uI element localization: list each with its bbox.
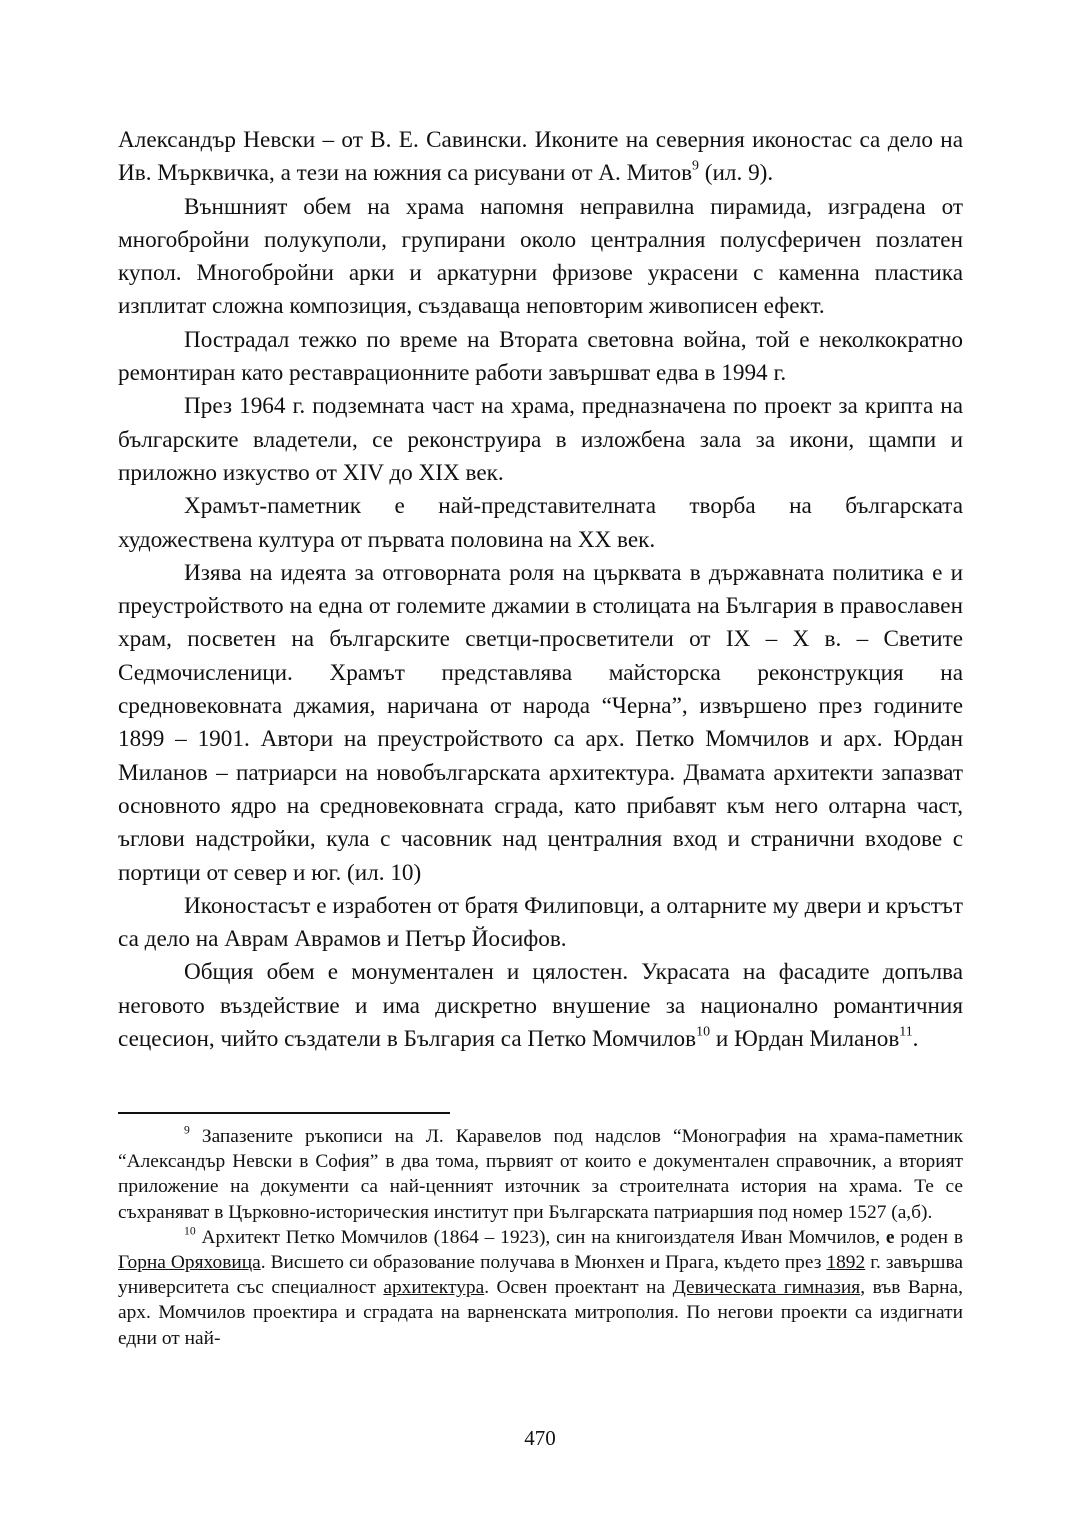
link-arhitektura[interactable]: архитектура — [383, 1277, 485, 1299]
page-number: 470 — [524, 1426, 556, 1450]
link-devicheskata-gimnaziya[interactable]: Девическата гимназия — [672, 1277, 861, 1299]
link-1892[interactable]: 1892 — [826, 1252, 866, 1274]
footnote-ref-11[interactable]: 11 — [899, 1024, 913, 1040]
paragraph-8: Общия обем е монументален и цялостен. Украсата на фасадите допълва неговото въздействие и има дискретно внушение за национално романтичния сецесион, чийто създатели в България са Петко Момчилов$^{10}$ и Юрдан Миланов$^{11}$. — [118, 959, 963, 1053]
paragraph-3: Пострадал тежко по време на Втората световна война, той е неколкократно ремонтиран като реставрационните работи завършват едва в 1994 г. — [118, 326, 963, 387]
paragraph-6: Изява на идеята за отговорната роля на църквата в държавната политика е и преустройството на една от големите джамии в столицата на България в православен храм, посветен на българските светци-просветители от IX – X в. – Светите Седмочисленици. Храмът представлява майсторска реконструкция на средновековната джамия, наричана от народа “Черна”, извършено през годините 1899 – 1901. Автори на преустройството са арх. Петко Момчилов и арх. Юрдан Миланов – патриарси на новобългарската архитектура. Двамата архитекти запазват основното ядро на средновековната сграда, като прибавят към него олтарна част, ъглови надстройки, кула с часовник над централния вход и странични входове с портици от север и юг. (ил. 10) — [118, 559, 963, 886]
paragraph-5: Храмът-паметник е най-представителната творба на българската художествена култура от първата половина на XX век. — [118, 493, 963, 553]
footnote-mark-9: 9 — [184, 1123, 190, 1137]
footnote-mark-10: 10 — [184, 1224, 196, 1238]
paragraph-1: Александър Невски – от В. Е. Савински. Иконите на северния иконостас са дело на Ив. Мърквичка, а тези на южния са рисувани от А. Митов$^9$ (ил. 9). — [118, 127, 963, 187]
footnotes — [118, 1124, 963, 1351]
paragraph-2: Външният обем на храма напомня неправилна пирамида, изградена от многобройни полукуполи, групирани около централния полусферичен позлатен купол. Многобройни арки и аркатурни фризове украсени с каменна пластика изплитат сложна композиция, създаваща неповторим живописен ефект. — [118, 193, 963, 320]
footnote-9: $^9$ Запазените ръкописи на Л. Каравелов под надслов “Монография на храма-паметник “Александър Невски в София” в два тома, първият от които е документален справочник, а вторият приложение на документи са най-ценният източник за строителната история на храма. Те се съхраняват в Църковно-историческия институт при Българската патриаршия под номер 1527 (а,б). — [118, 1123, 963, 1223]
footnote-10: $^{10}$ Архитект Петко Момчилов (1864 – 1923), син на книгоиздателя Иван Момчилов, е роден в Горна Оряховица. Висшето си образование получава в Мюнхен и Прага, където през 1892 г. завършва университета със специалност архитектура. Освен проектант на Девическата гимназия, във Варна, арх. Момчилов проектира и сградата на варненската митрополия. По негови проекти са издигнати едни от най- — [118, 1224, 963, 1349]
footnote-separator — [118, 1112, 450, 1114]
link-gorna-oryahovitsa[interactable]: Горна Оряховица — [118, 1252, 261, 1274]
footnote-ref-9[interactable]: 9 — [692, 158, 699, 174]
main-text — [118, 124, 963, 1056]
paragraph-7: Иконостасът е изработен от братя Филиповци, а олтарните му двери и кръстът са дело на Аврам Аврамов и Петър Йосифов. — [118, 892, 963, 953]
footnote-ref-10[interactable]: 10 — [696, 1024, 711, 1040]
paragraph-4: През 1964 г. подземната част на храма, предназначена по проект за крипта на българските владетели, се реконструира в изложбена зала за икони, щампи и приложно изкуство от XIV до XIX век. — [118, 393, 963, 486]
